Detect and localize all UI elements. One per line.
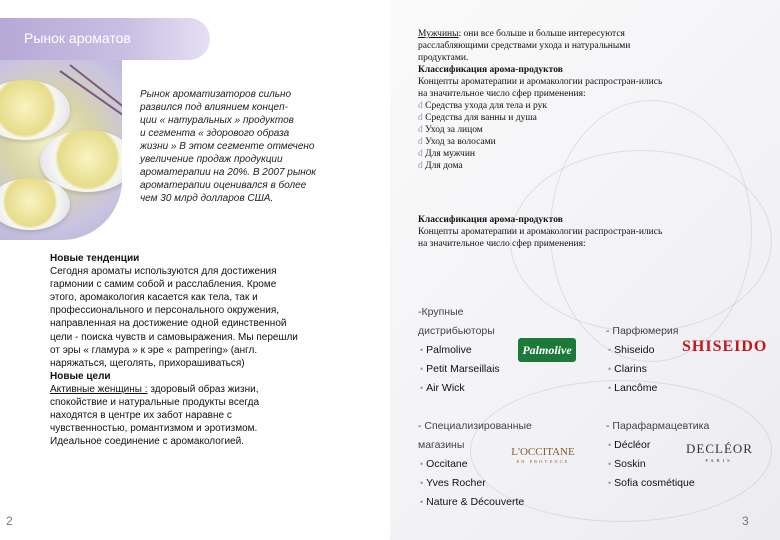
intro-line: увеличение продаж продукции (140, 154, 283, 165)
intro-line: аромaтерапии на 20%. В 2007 рынок (140, 167, 317, 178)
brand-item (608, 363, 647, 375)
brand-label: Nature & Découverte (426, 496, 525, 508)
classification-line: Концепты ароматерапии и аромакологии распростран-ились (418, 77, 663, 87)
bowl-image (0, 80, 70, 140)
page-title: Рынок ароматов (24, 30, 131, 46)
category-label: Уход за волосами (425, 137, 496, 147)
bullet-dot: • (420, 497, 424, 507)
bullet-dot: • (420, 345, 424, 355)
brand-label: Petit Marseillais (426, 363, 500, 375)
category-label: Для дома (425, 161, 463, 171)
bullet-glyph: d (418, 125, 423, 135)
brand-item (608, 382, 657, 394)
bullet-dot: • (608, 345, 612, 355)
page-number-right: 3 (742, 514, 749, 528)
bullet-dot: • (608, 459, 612, 469)
bullet-glyph: d (418, 149, 423, 159)
goals-line: спокойствие и натуральные продукты всегда (50, 397, 259, 409)
men-classification-text (418, 28, 748, 172)
trends-section (50, 252, 340, 448)
brand-item (608, 477, 695, 489)
specialized-heading-2: магазины (418, 439, 465, 451)
men-line (418, 28, 748, 40)
specialized-heading-1: - Специализированные (418, 420, 532, 432)
trends-line: наряжаться, щеголять, прихорашиваться) (50, 357, 245, 369)
bullet-dot: • (608, 364, 612, 374)
shiseido-logo: SHISEIDO (682, 338, 768, 355)
brand-item (420, 382, 465, 394)
intro-line: ции « натуральных » продуктов (140, 115, 294, 126)
brand-label: Sofia cosmétique (614, 477, 695, 489)
goals-heading: Новые цели (50, 370, 111, 382)
goals-line: чувственностью, романтизмом и эротизмом. (50, 423, 258, 435)
goals-line: находятся в центре их забот наравне с (50, 410, 232, 422)
bullet-dot: • (608, 440, 612, 450)
trends-line: направленная на достижение одной единственной (50, 318, 287, 330)
category-label: Средства для ванны и душа (425, 113, 537, 123)
decleor-logo-text: DECLÉOR (686, 441, 753, 456)
category-item (418, 148, 748, 160)
intro-line: жизни » В этом сегменте отмечено (140, 141, 315, 152)
brand-label: Occitane (426, 458, 468, 470)
goals-line: Идеальное соединение с аромакологией. (50, 436, 244, 448)
men-line: расслабляющими средствами ухода и натуральными (418, 41, 631, 51)
category-item (418, 160, 748, 172)
trends-line: этого, аромакология касается как тела, так и (50, 292, 258, 304)
men-line: продуктами. (418, 53, 469, 63)
bullet-glyph: d (418, 113, 423, 123)
classification-2-text (418, 214, 748, 250)
bullet-dot: • (608, 478, 612, 488)
right-page (390, 0, 780, 540)
trends-heading: Новые тенденции (50, 253, 140, 264)
palmolive-logo: Palmolive (518, 338, 576, 362)
bullet-dot: • (420, 364, 424, 374)
classification-heading: Классификация арома-продуктов (418, 65, 563, 75)
perfumery-heading: - Парфюмерия (606, 325, 679, 337)
occitane-logo-text: L'OCCITANE (511, 446, 575, 458)
men-label: Мужчины (418, 29, 459, 39)
trends-line: гармонии с самим собой и расслабления. Кроме (50, 279, 277, 291)
trends-line: профессионального и персонального окружения, (50, 305, 280, 317)
brand-item (420, 344, 472, 356)
brand-item (608, 344, 654, 356)
distributors-heading-2: дистрибьюторы (418, 325, 495, 337)
category-item (418, 124, 748, 136)
tea-bowls-photo (0, 60, 122, 240)
intro-paragraph (140, 88, 365, 205)
bowl-image (0, 178, 70, 230)
trends-line: Сегодня ароматы используются для достижения (50, 266, 277, 278)
distributors-heading-1: -Крупные (418, 306, 464, 318)
category-label: Уход за лицом (425, 125, 483, 135)
bullet-dot: • (608, 383, 612, 393)
category-item (418, 100, 748, 112)
page-number-left: 2 (6, 514, 13, 528)
parapharmacy-heading: - Парафармацевтика (606, 420, 710, 432)
classification-line: на значительное число сфер применения: (418, 89, 586, 99)
goals-first-rest: здоровый образ жизни, (147, 383, 259, 395)
bullet-glyph: d (418, 161, 423, 171)
classification-2-line: Концепты ароматерапии и аромакологии распростран-ились (418, 227, 663, 237)
trends-line: цели - поиска чувств и самовыражения. Мы перешли (50, 331, 298, 343)
brand-item (420, 458, 468, 470)
bullet-glyph: d (418, 137, 423, 147)
brand-item (420, 477, 486, 489)
brand-item (608, 458, 646, 470)
brand-label: Yves Rocher (426, 477, 486, 489)
category-label: Для мужчин (425, 149, 475, 159)
goals-line (50, 383, 340, 396)
bullet-glyph: d (418, 101, 423, 111)
brand-item (420, 496, 524, 508)
trends-line: от эры « гламура » к эре « pampering» (англ. (50, 344, 258, 356)
intro-line: Рынок ароматизаторов сильно (140, 89, 292, 100)
classification-2-line: на значительное число сфер применения: (418, 239, 586, 249)
category-item (418, 136, 748, 148)
bullet-dot: • (420, 459, 424, 469)
bullet-dot: • (420, 478, 424, 488)
active-women-label: Активные женщины : (50, 383, 148, 395)
decleor-logo-subtext: PARIS (705, 458, 733, 463)
classification-2-heading: Классификация арома-продуктов (418, 215, 563, 225)
intro-line: чем 30 млрд долларов США. (140, 193, 274, 204)
brand-label: Lancôme (614, 382, 658, 394)
brand-item (420, 363, 500, 375)
occitane-logo (506, 442, 580, 464)
brand-label: Shiseido (614, 344, 655, 356)
category-label: Средства ухода для тела и рук (425, 101, 547, 111)
men-rest: : они все больше и больше интересуются (458, 29, 625, 39)
intro-line: аромaтерапии оценивался в более (140, 180, 307, 191)
bullet-dot: • (420, 383, 424, 393)
brand-label: Soskin (614, 458, 646, 470)
brand-label: Clarins (614, 363, 647, 375)
intro-line: развился под влиянием концеп- (140, 102, 288, 113)
brand-label: Air Wick (426, 382, 465, 394)
intro-line: и сегмента « здорового образа (140, 128, 290, 139)
category-item (418, 112, 748, 124)
decleor-logo (686, 440, 752, 463)
occitane-logo-subtext: EN PROVENCE (516, 459, 570, 464)
brand-label: Décléor (614, 439, 651, 451)
brand-label: Palmolive (426, 344, 472, 356)
brand-item (608, 439, 650, 451)
